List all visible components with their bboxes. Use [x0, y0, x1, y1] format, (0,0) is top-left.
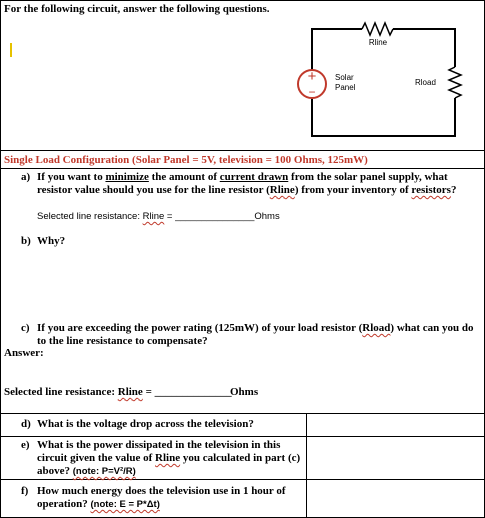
- qc-l1-post: ) what can you do: [390, 322, 474, 334]
- qc-l1-pre: If you are exceeding the power rating (125mW) of your load resistor (: [37, 322, 363, 334]
- question-a-line2: [37, 184, 456, 196]
- selected-line-resistance-2: [4, 386, 232, 398]
- qe-note: (note: P=V²/R): [72, 466, 136, 477]
- sel2-rline: Rline: [117, 386, 143, 398]
- qa-l2-post: ?: [450, 184, 457, 196]
- sel2-unit: Ohms: [230, 386, 259, 398]
- question-b-marker: b): [21, 235, 31, 247]
- qe-l3-pre: above?: [37, 465, 73, 477]
- qa-selected-unit: Ohms: [254, 211, 280, 222]
- solar-label-2: Panel: [335, 83, 356, 92]
- qc-rload: Rload: [362, 322, 391, 334]
- circuit-diagram: [280, 12, 480, 142]
- qa-current-drawn: current drawn: [219, 171, 289, 183]
- sel2-blank[interactable]: = ______________: [142, 386, 232, 398]
- qa-l1-pre: If you want to: [37, 171, 106, 183]
- question-a-marker: a): [21, 171, 31, 183]
- question-c-line2: to the line resistance to compensate?: [37, 335, 208, 347]
- question-a-selected: [37, 211, 280, 222]
- source-minus: −: [308, 85, 316, 99]
- qa-resistors: resistors: [411, 184, 451, 196]
- question-a-line1: [37, 171, 448, 183]
- qa-rline: Rline: [269, 184, 295, 196]
- resistor-rline: [362, 23, 393, 35]
- question-f-line1: How much energy does the television use in 1 hour of: [37, 485, 286, 497]
- qa-minimize: minimize: [105, 171, 149, 183]
- question-c-marker: c): [21, 322, 30, 334]
- intro-text: For the following circuit, answer the following questions.: [4, 3, 270, 15]
- answer-cell-e[interactable]: [307, 437, 483, 478]
- answer-cell-d[interactable]: [307, 414, 483, 435]
- solar-label-1: Solar: [335, 73, 354, 82]
- qa-selected-blank[interactable]: = _______________: [164, 211, 255, 222]
- row-divider-top: [0, 150, 485, 151]
- wire-bottom: [312, 98, 455, 136]
- section-title: Single Load Configuration (Solar Panel = 5V, television = 100 Ohms, 125mW): [4, 154, 368, 166]
- qa-l2-pre: resistor value should you use for the line resistor (: [37, 184, 270, 196]
- resistor-rload: [449, 67, 461, 98]
- rload-label: Rload: [415, 78, 436, 87]
- qa-l2-mid: ) from your inventory of: [294, 184, 412, 196]
- source-plus: +: [307, 68, 317, 85]
- wire-top-left: [312, 29, 362, 70]
- qf-note: (note: E = P*Δt): [90, 499, 160, 510]
- question-d-marker: d): [21, 418, 31, 430]
- row-divider-title: [0, 168, 485, 169]
- rline-label: Rline: [368, 38, 388, 47]
- question-d-text: What is the voltage drop across the television?: [37, 418, 254, 430]
- qa-l1-post: from the solar panel supply, what: [288, 171, 448, 183]
- question-c-line1: [37, 322, 474, 334]
- qe-rline: Rline: [155, 452, 181, 464]
- question-e-marker: e): [21, 439, 30, 451]
- question-f-marker: f): [21, 485, 29, 497]
- answer-label: Answer:: [4, 347, 44, 359]
- qa-selected-pre: Selected line resistance:: [37, 211, 143, 222]
- qe-l2-pre: circuit given the value of: [37, 452, 156, 464]
- question-e-line3: [37, 465, 136, 477]
- question-f-line2: [37, 498, 160, 510]
- answer-cell-f[interactable]: [307, 480, 483, 516]
- wire-top-right: [393, 29, 455, 67]
- sel2-pre: Selected line resistance:: [4, 386, 118, 398]
- qe-l2-post: you calculated in part (c): [180, 452, 301, 464]
- text-cursor: [10, 43, 12, 57]
- qf-l2-pre: operation?: [37, 498, 91, 510]
- question-b-text: Why?: [37, 235, 66, 247]
- question-e-line1: What is the power dissipated in the television in this: [37, 439, 281, 451]
- qa-l1-mid: the amount of: [148, 171, 220, 183]
- question-e-line2: [37, 452, 300, 464]
- qa-selected-rline: Rline: [142, 211, 165, 222]
